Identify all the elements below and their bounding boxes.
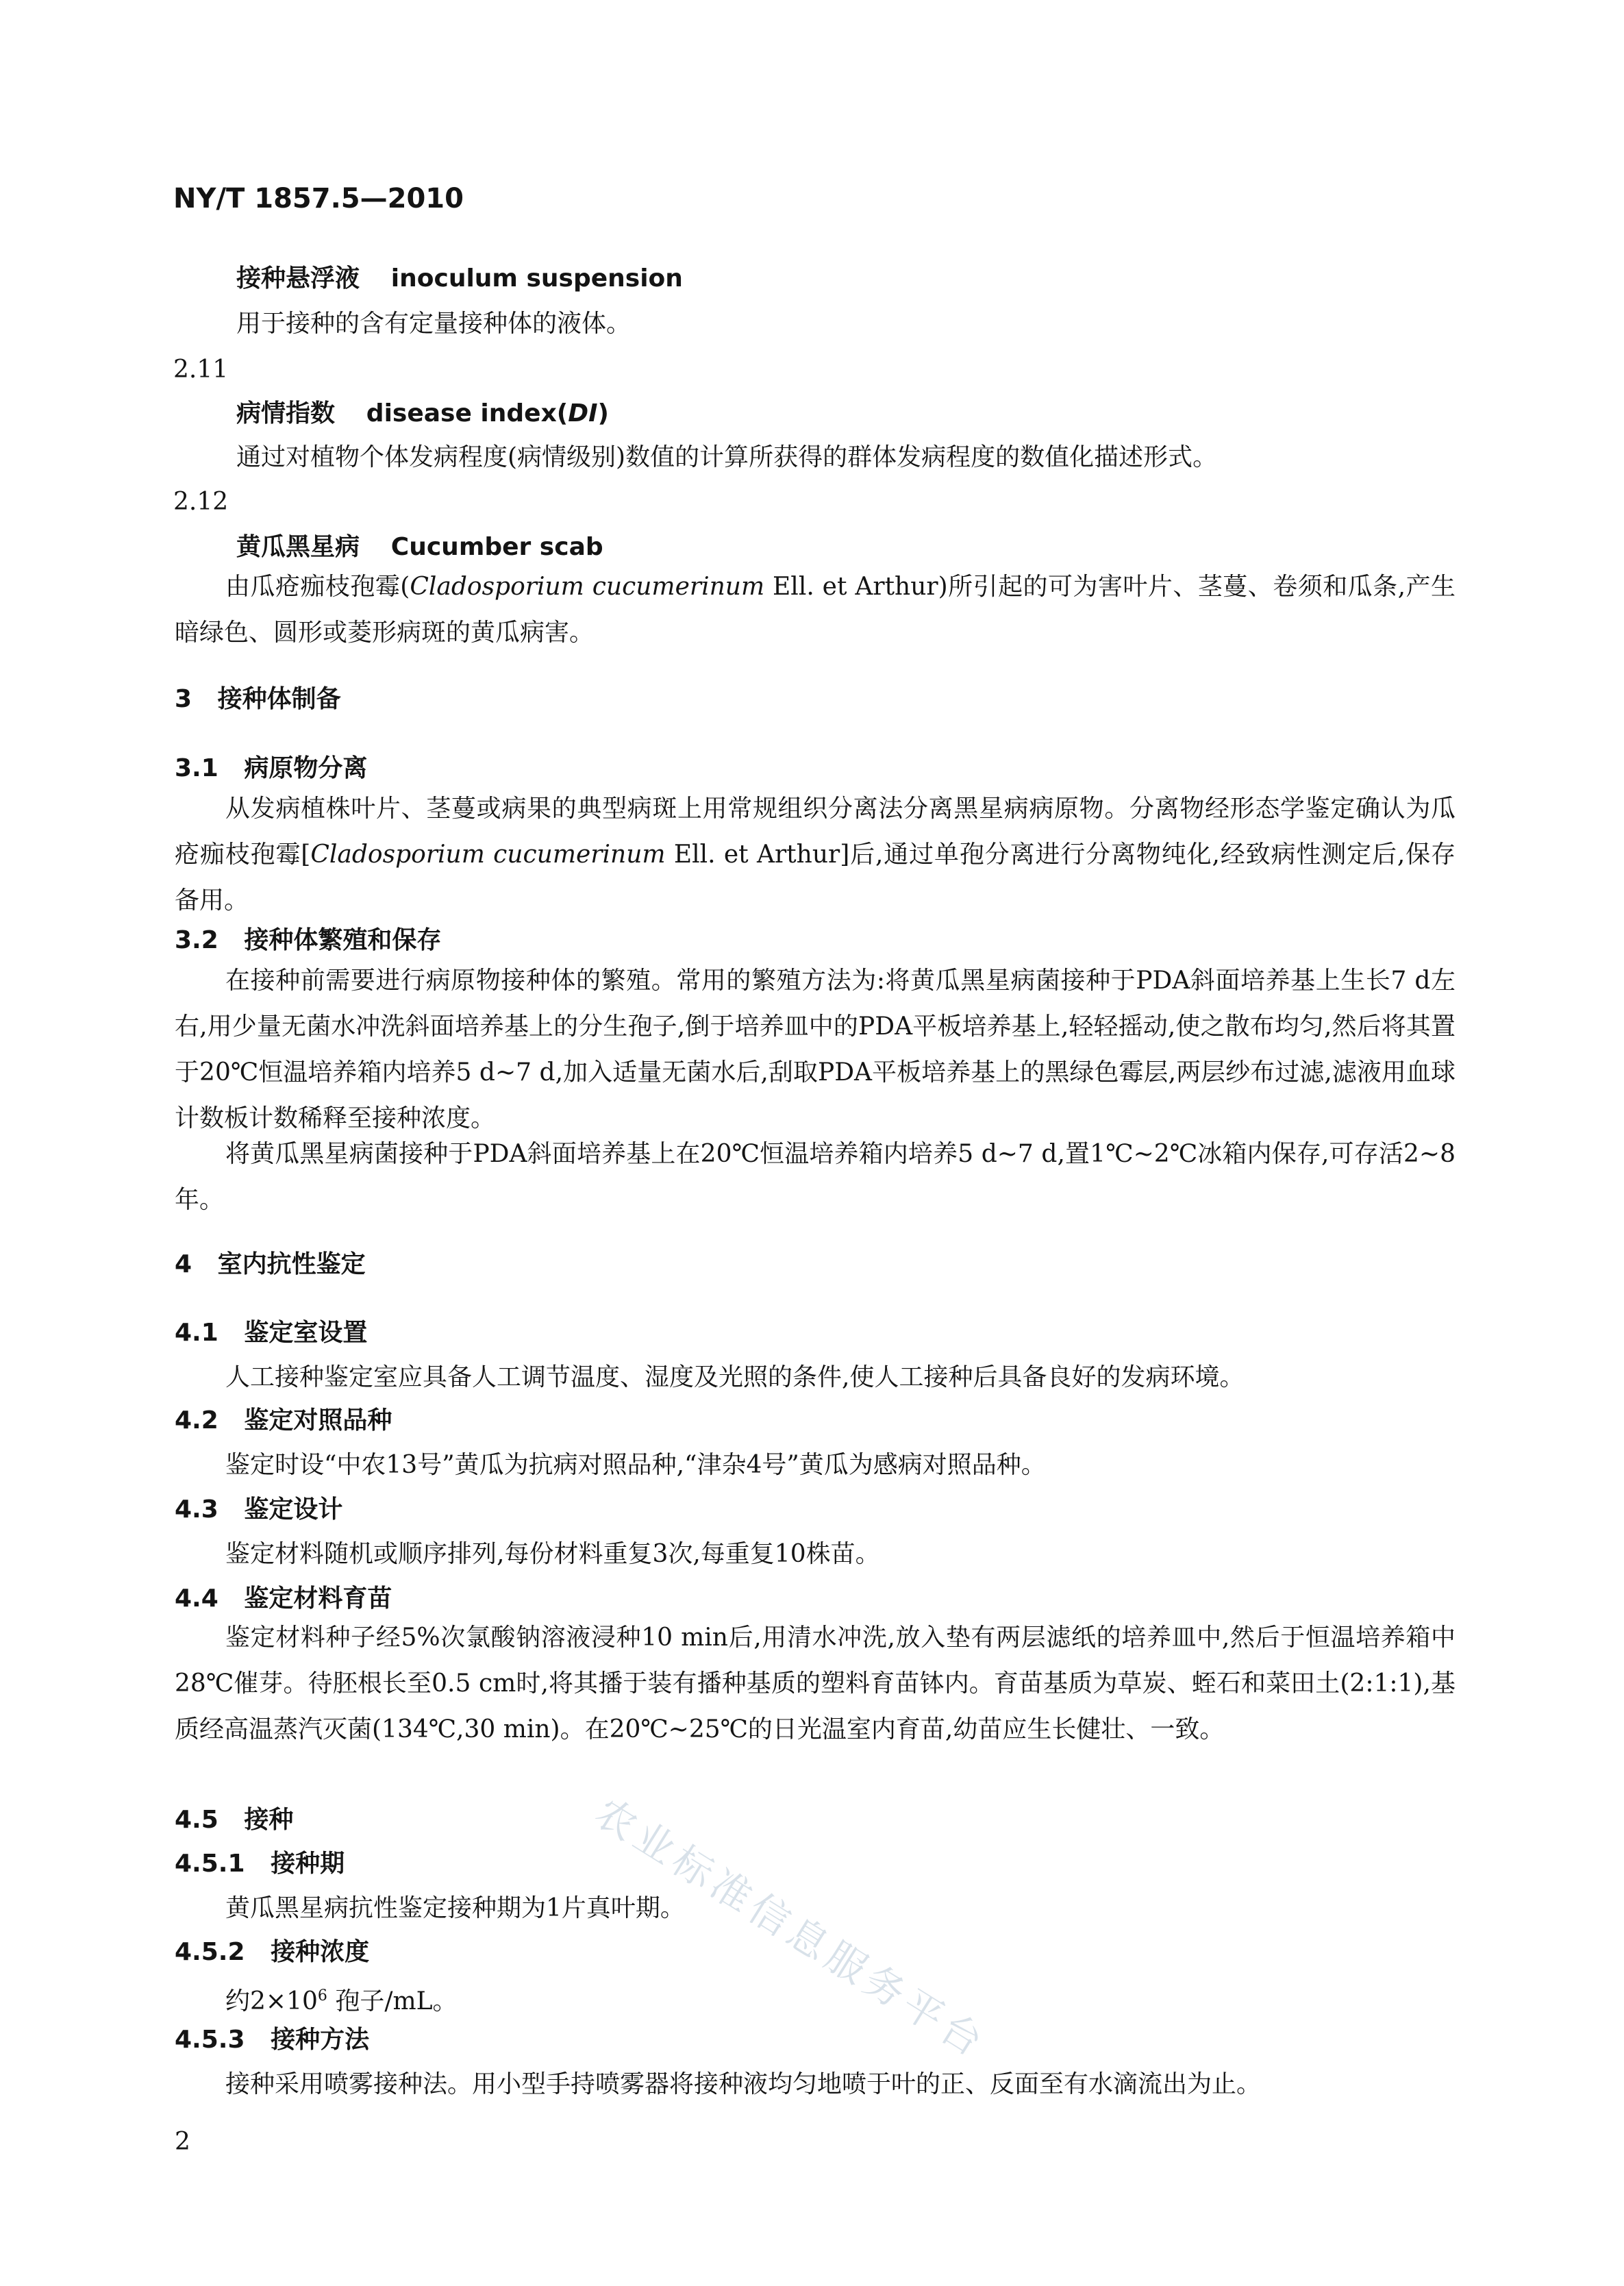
term-definition: 由瓜疮痂枝孢霉(Cladosporium cucumerinum Ell. et Arthur)所引起的可为害叶片、茎蔓、卷须和瓜条,产生暗绿色、圆形或菱形病斑的黄瓜病害。	[175, 573, 1456, 647]
clause-4-3-heading: 4.3 鉴定设计	[175, 1495, 343, 1524]
term-title-en: disease index(DI)	[366, 399, 609, 427]
clause-text: 鉴定时设“中农13号”黄瓜为抗病对照品种,“津杂4号”黄瓜为感病对照品种。	[225, 1451, 1046, 1479]
clause-text: 将黄瓜黑星病菌接种于PDA斜面培养基上在20℃恒温培养箱内培养5 d~7 d,置1℃~2℃冰箱内保存,可存活2~8年。	[175, 1140, 1456, 1214]
term-definition: 通过对植物个体发病程度(病情级别)数值的计算所获得的群体发病程度的数值化描述形式。	[236, 443, 1218, 471]
clause-number: 2.11	[173, 356, 229, 384]
clause-text: 鉴定材料种子经5%次氯酸钠溶液浸种10 min后,用清水冲洗,放入垫有两层滤纸的培养皿中,然后于恒温培养箱中28℃催芽。待胚根长至0.5 cm时,将其播于装有播种基质的塑料育苗钵内。育苗基质为草炭、蛭石和菜田土(2:1:1),基质经高温蒸汽灭菌(134℃,30 min)。在20℃~25℃的日光温室内育苗,幼苗应生长健壮、一致。	[175, 1624, 1456, 1743]
term-title-cn: 接种悬浮液	[236, 264, 360, 293]
section-3-heading: 3 接种体制备	[175, 685, 341, 713]
clause-3-2-heading: 3.2 接种体繁殖和保存	[175, 926, 442, 954]
clause-3-1-heading: 3.1 病原物分离	[175, 754, 368, 782]
clause-4-5-heading: 4.5 接种	[175, 1806, 294, 1834]
clause-text: 接种采用喷雾接种法。用小型手持喷雾器将接种液均匀地喷于叶的正、反面至有水滴流出为止。	[225, 2070, 1262, 2098]
page-number: 2	[175, 2128, 190, 2156]
clause-text: 约$2\times 10^6$ 孢子/mL。	[225, 1987, 458, 2015]
term-title-cn: 病情指数	[236, 399, 336, 427]
section-4-heading: 4 室内抗性鉴定	[175, 1250, 366, 1278]
clause-text: 黄瓜黑星病抗性鉴定接种期为1片真叶期。	[225, 1894, 685, 1922]
clause-number: 2.12	[173, 488, 229, 516]
clause-4-1-heading: 4.1 鉴定室设置	[175, 1319, 368, 1347]
clause-4-2-heading: 4.2 鉴定对照品种	[175, 1406, 392, 1434]
term-definition: 用于接种的含有定量接种体的液体。	[236, 310, 632, 338]
standard-code: NY/T 1857.5—2010	[173, 183, 464, 214]
term-2-10-heading	[236, 264, 683, 294]
term-2-11-heading	[236, 399, 609, 429]
clause-text: 从发病植株叶片、茎蔓或病果的典型病斑上用常规组织分离法分离黑星病病原物。分离物经形态学鉴定确认为瓜疮痂枝孢霉[Cladosporium cucumerinum Ell. et Arthur]后,通过单孢分离进行分离物纯化,经致病性测定后,保存备用。	[175, 795, 1456, 915]
term-title-cn: 黄瓜黑星病	[236, 533, 360, 561]
term-2-12-heading	[236, 532, 603, 562]
term-title-en: inoculum suspension	[390, 264, 683, 293]
clause-4-5-1-heading: 4.5.1 接种期	[175, 1850, 345, 1878]
clause-4-5-2-heading: 4.5.2 接种浓度	[175, 1938, 370, 1966]
clause-text: 在接种前需要进行病原物接种体的繁殖。常用的繁殖方法为:将黄瓜黑星病菌接种于PDA斜面培养基上生长7 d左右,用少量无菌水冲洗斜面培养基上的分生孢子,倒于培养皿中的PDA平板培养基上,轻轻摇动,使之散布均匀,然后将其置于20℃恒温培养箱内培养5 d~7 d,加入适量无菌水后,刮取PDA平板培养基上的黑绿色霉层,两层纱布过滤,滤液用血球计数板计数稀释至接种浓度。	[175, 967, 1456, 1132]
clause-4-5-3-heading: 4.5.3 接种方法	[175, 2026, 370, 2054]
clause-4-4-heading: 4.4 鉴定材料育苗	[175, 1585, 392, 1613]
clause-text: 人工接种鉴定室应具备人工调节温度、湿度及光照的条件,使人工接种后具备良好的发病环境。	[225, 1363, 1245, 1391]
clause-text: 鉴定材料随机或顺序排列,每份材料重复3次,每重复10株苗。	[225, 1540, 880, 1568]
term-title-en: Cucumber scab	[390, 533, 603, 561]
watermark: 农业标准信息服务平台	[587, 1789, 995, 2068]
